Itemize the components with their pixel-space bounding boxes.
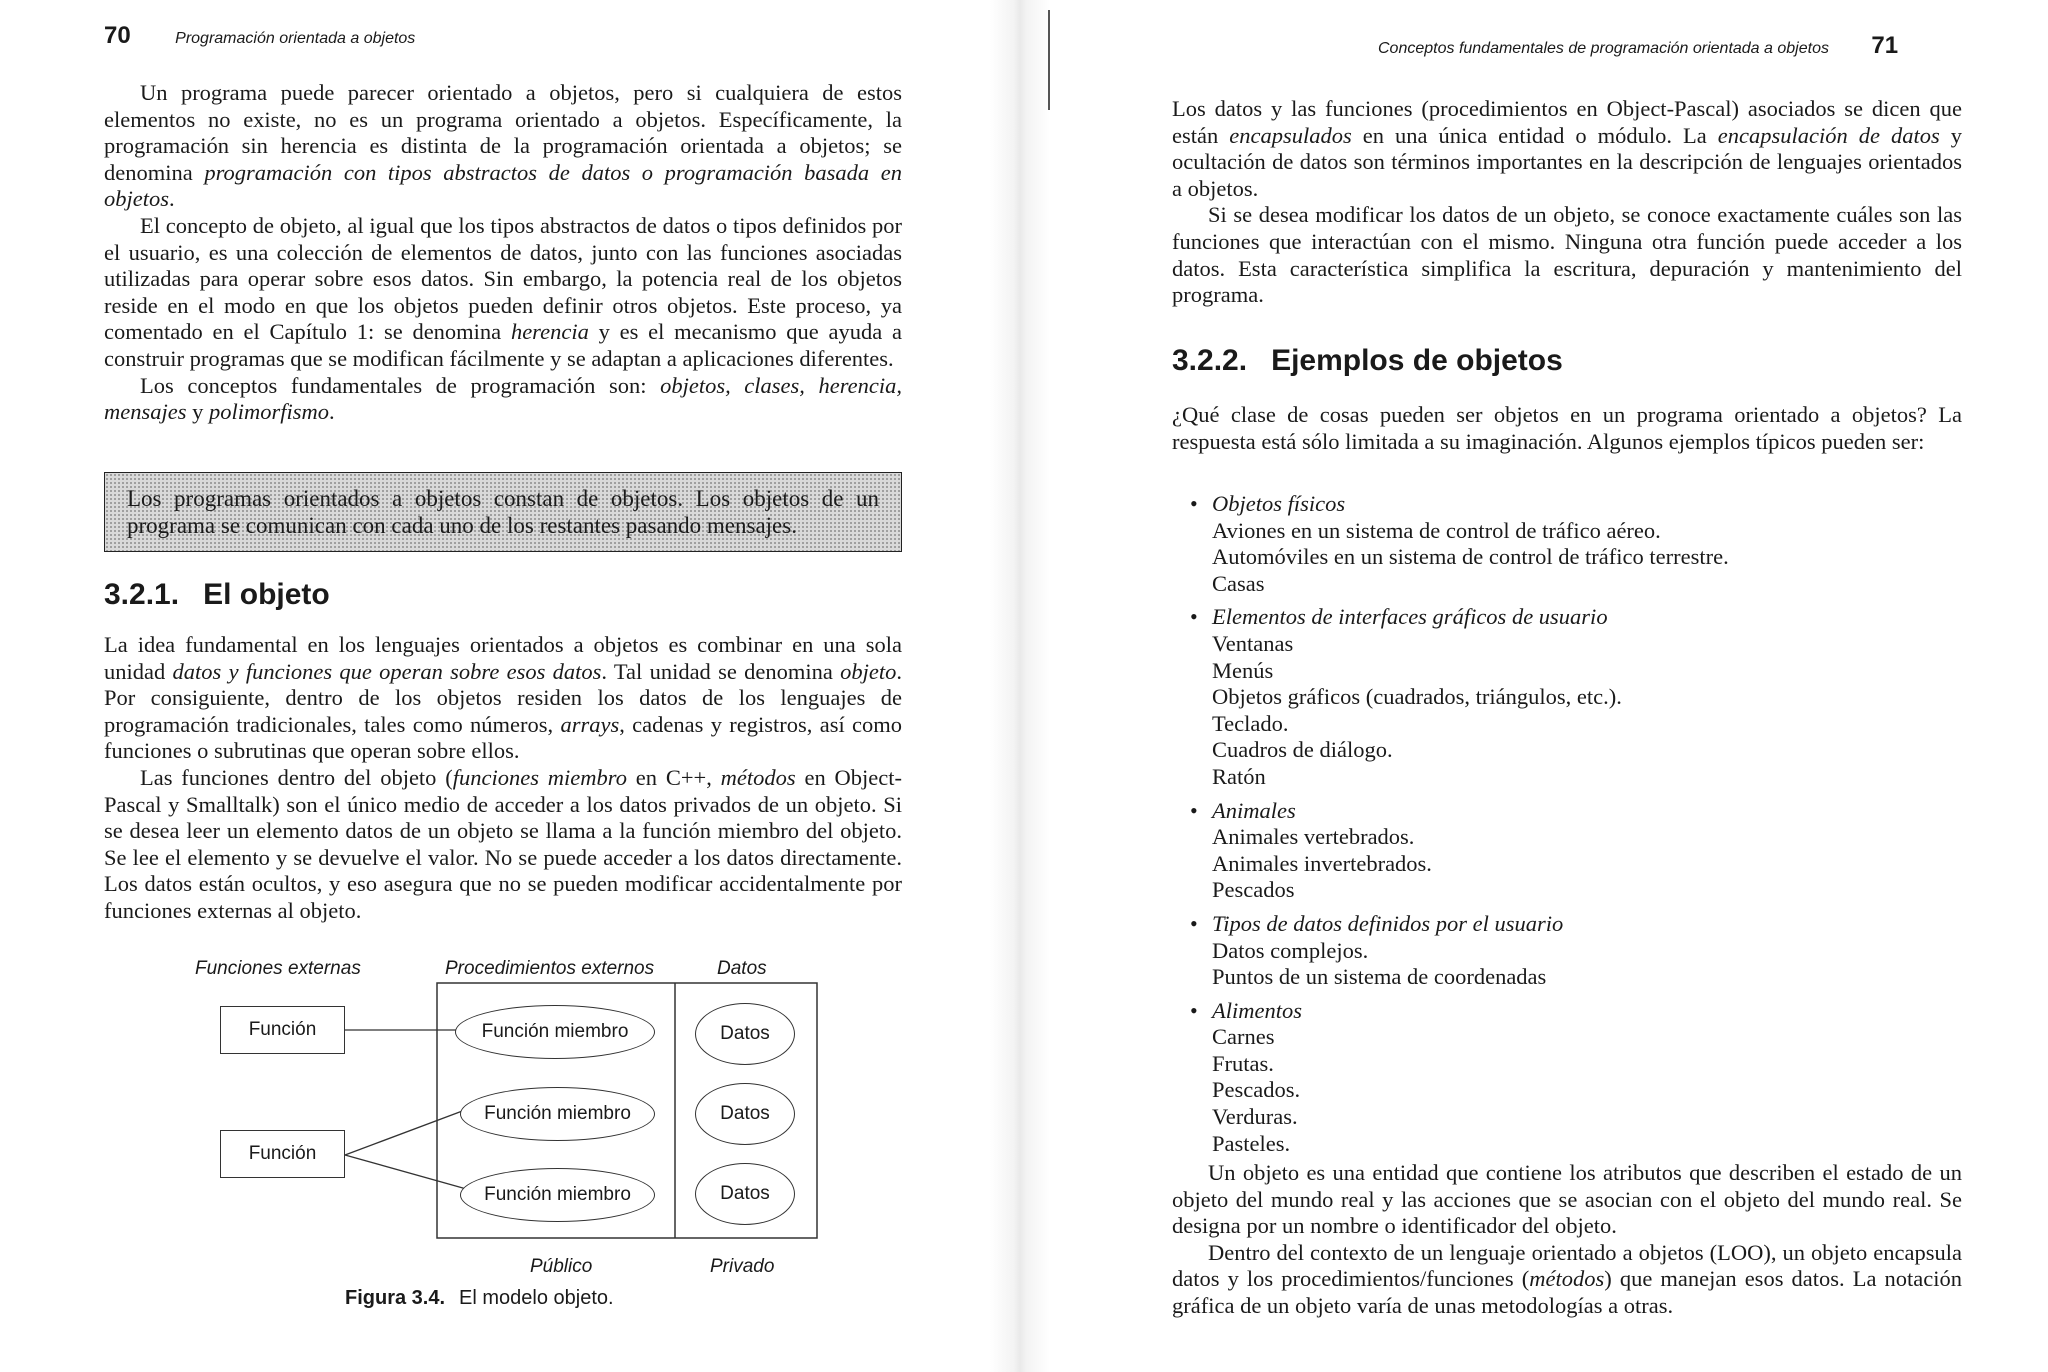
page-number: 71 <box>1871 32 1899 59</box>
section-3-2-2-intro <box>1172 402 1962 455</box>
paragraph: La idea fundamental en los lenguajes orientados a objetos es combinar en una sola unidad datos y funciones que operan sobre esos datos. Tal unidad se denomina objeto. Por consiguiente, dentro de los objetos residen los datos de los lenguajes de programación tradicionales, tales como números, arrays, cadenas y registros, así como funciones o subrutinas que operan sobre ellos. <box>104 632 903 764</box>
bullet-item: Animales invertebrados. <box>1212 850 1432 876</box>
bullet-item: Animales vertebrados. <box>1212 824 1415 850</box>
bullet-item: Objetos gráficos (cuadrados, triángulos, etc.). <box>1212 684 1622 710</box>
section-3-2-1-text <box>104 632 902 925</box>
section-heading-3-2-1: 3.2.1. El objeto <box>104 578 330 611</box>
label-external-procedures: Procedimientos externos <box>445 958 655 979</box>
paragraph: Los datos y las funciones (procedimientos en Object-Pascal) asociados se dicen que están encapsulados en una única entidad o módulo. La encapsulación de datos y ocultación de datos son términos importantes en la descripción de lenguajes orientados a objetos. <box>1172 96 1963 201</box>
data-ellipse: Datos <box>695 1083 795 1145</box>
paragraph: Un objeto es una entidad que contiene los atributos que describen el estado de un objeto del mundo real y las acciones que se asocian con el objeto del mundo real. Se designa por un nombre o identificador del objeto. <box>1172 1160 1962 1239</box>
bullet-group <box>1190 797 1912 904</box>
running-title: Programación orientada a objetos <box>175 30 416 47</box>
bullet-item: Automóviles en un sistema de control de tráfico terrestre. <box>1212 544 1729 570</box>
bullet-item: Pescados. <box>1212 1077 1301 1103</box>
bullet-group <box>1190 491 1912 597</box>
bullet-item: Pasteles. <box>1212 1130 1291 1156</box>
bullet-icon: • <box>1190 491 1198 516</box>
bullet-heading: Tipos de datos definidos por el usuario <box>1212 910 1564 936</box>
left-running-header <box>104 22 415 50</box>
bullet-item: Cuadros de diálogo. <box>1212 737 1393 763</box>
paragraph: Si se desea modificar los datos de un objeto, se conoce exactamente cuáles son las funciones que interactúan con el mismo. Ninguna otra función puede acceder a los datos. Esta característica simplifica la escritura, depuración y mantenimiento del programa. <box>1172 202 1962 308</box>
right-closing-text <box>1172 1160 1962 1320</box>
paragraph: Un programa puede parecer orientado a objetos, pero si cualquiera de estos elementos no existe, no es un programa orientado a objetos. Específicamente, la programación sin herencia es distinta de la programación orientada a objetos; se denomina programación con tipos abstractos de datos o programación basada en objetos. <box>104 80 902 212</box>
external-function-box: Función <box>220 1006 345 1054</box>
bullet-item: Carnes <box>1212 1024 1275 1050</box>
bullet-item: Menús <box>1212 657 1274 683</box>
external-function-box: Función <box>220 1130 345 1178</box>
data-ellipse: Datos <box>695 1163 795 1225</box>
right-intro-text <box>1172 96 1962 309</box>
page-number: 70 <box>104 22 131 49</box>
bullet-item: Teclado. <box>1212 710 1289 736</box>
bullet-group <box>1190 910 1912 991</box>
highlight-box: Los programas orientados a objetos constan de objetos. Los objetos de un programa se comunican con cada uno de los restantes pasando mensajes. <box>104 472 902 552</box>
member-function-ellipse: Función miembro <box>455 1005 655 1059</box>
figure-caption: Figura 3.4. El modelo objeto. <box>345 1287 614 1309</box>
bullet-item: Datos complejos. <box>1212 937 1369 963</box>
bullet-item: Ventanas <box>1212 630 1294 656</box>
bullet-heading: Objetos físicos <box>1212 491 1346 516</box>
bullet-item: Puntos de un sistema de coordenadas <box>1212 964 1547 990</box>
paragraph: Las funciones dentro del objeto (funciones miembro en C++, métodos en Object-Pascal y Smalltalk) son el único medio de acceder a los datos privados de un objeto. Si se desea leer un elemento datos de un objeto se llama a la función miembro del objeto. Se lee el elemento y se devuelve el valor. No se puede acceder a los datos directamente. Los datos están ocultos, y eso asegura que no se pueden modificar accidentalmente por funciones externas al objeto. <box>104 764 903 923</box>
bullet-item: Verduras. <box>1212 1104 1298 1130</box>
label-public: Público <box>530 1256 593 1277</box>
paragraph: ¿Qué clase de cosas pueden ser objetos en un programa orientado a objetos? La respuesta está sólo limitada a su imaginación. Algunos ejemplos típicos pueden ser: <box>1172 402 1962 454</box>
bullet-item: Casas <box>1212 570 1265 596</box>
paragraph: El concepto de objeto, al igual que los tipos abstractos de datos o tipos definidos por el usuario, es una colección de elementos de datos, junto con las funciones asociadas utilizadas para operar sobre esos datos. Sin embargo, la potencia real de los objetos reside en el modo en que los objetos pueden definir otros objetos. Este proceso, ya comentado en el Capítulo 1: se denomina herencia y es el mecanismo que ayuda a construir programas que se modifican fácilmente y se adaptan a aplicaciones diferentes. <box>104 212 902 371</box>
paragraph: Los conceptos fundamentales de programación son: objetos, clases, herencia, mensajes y polimorfismo. <box>104 372 902 425</box>
bullet-item: Ratón <box>1212 763 1266 789</box>
label-external-functions: Funciones externas <box>195 958 361 979</box>
bullet-item: Frutas. <box>1212 1050 1274 1076</box>
section-heading-3-2-2: 3.2.2. Ejemplos de objetos <box>1172 344 1563 377</box>
bullet-group <box>1190 997 1912 1158</box>
object-model-figure <box>160 950 860 1330</box>
label-data: Datos <box>717 958 767 979</box>
paragraph: Dentro del contexto de un lenguaje orientado a objetos (LOO), un objeto encapsula datos y los procedimientos/funciones (métodos) que manejan esos datos. La notación gráfica de un objeto varía de unas metodologías a otras. <box>1172 1239 1963 1318</box>
member-function-ellipse: Función miembro <box>460 1168 655 1222</box>
intro-text <box>104 80 902 426</box>
bullet-icon: • <box>1190 910 1198 936</box>
bullet-icon: • <box>1190 997 1198 1023</box>
right-running-header <box>1378 32 1898 60</box>
bullet-heading: Alimentos <box>1212 997 1302 1023</box>
bullet-icon: • <box>1190 797 1198 823</box>
bullet-icon: • <box>1190 604 1198 630</box>
running-title: Conceptos fundamentales de programación orientada a objetos <box>1378 40 1829 57</box>
bullet-item: Pescados <box>1212 877 1295 903</box>
bullet-item: Aviones en un sistema de control de tráfico aéreo. <box>1212 517 1661 543</box>
label-private: Privado <box>710 1256 775 1277</box>
bullet-heading: Animales <box>1212 797 1296 823</box>
bullet-heading: Elementos de interfaces gráficos de usuario <box>1212 604 1608 630</box>
left-page <box>0 0 1020 1372</box>
bullet-group <box>1190 604 1912 790</box>
data-ellipse: Datos <box>695 1003 795 1065</box>
member-function-ellipse: Función miembro <box>460 1087 655 1141</box>
examples-list <box>1190 491 1912 1164</box>
